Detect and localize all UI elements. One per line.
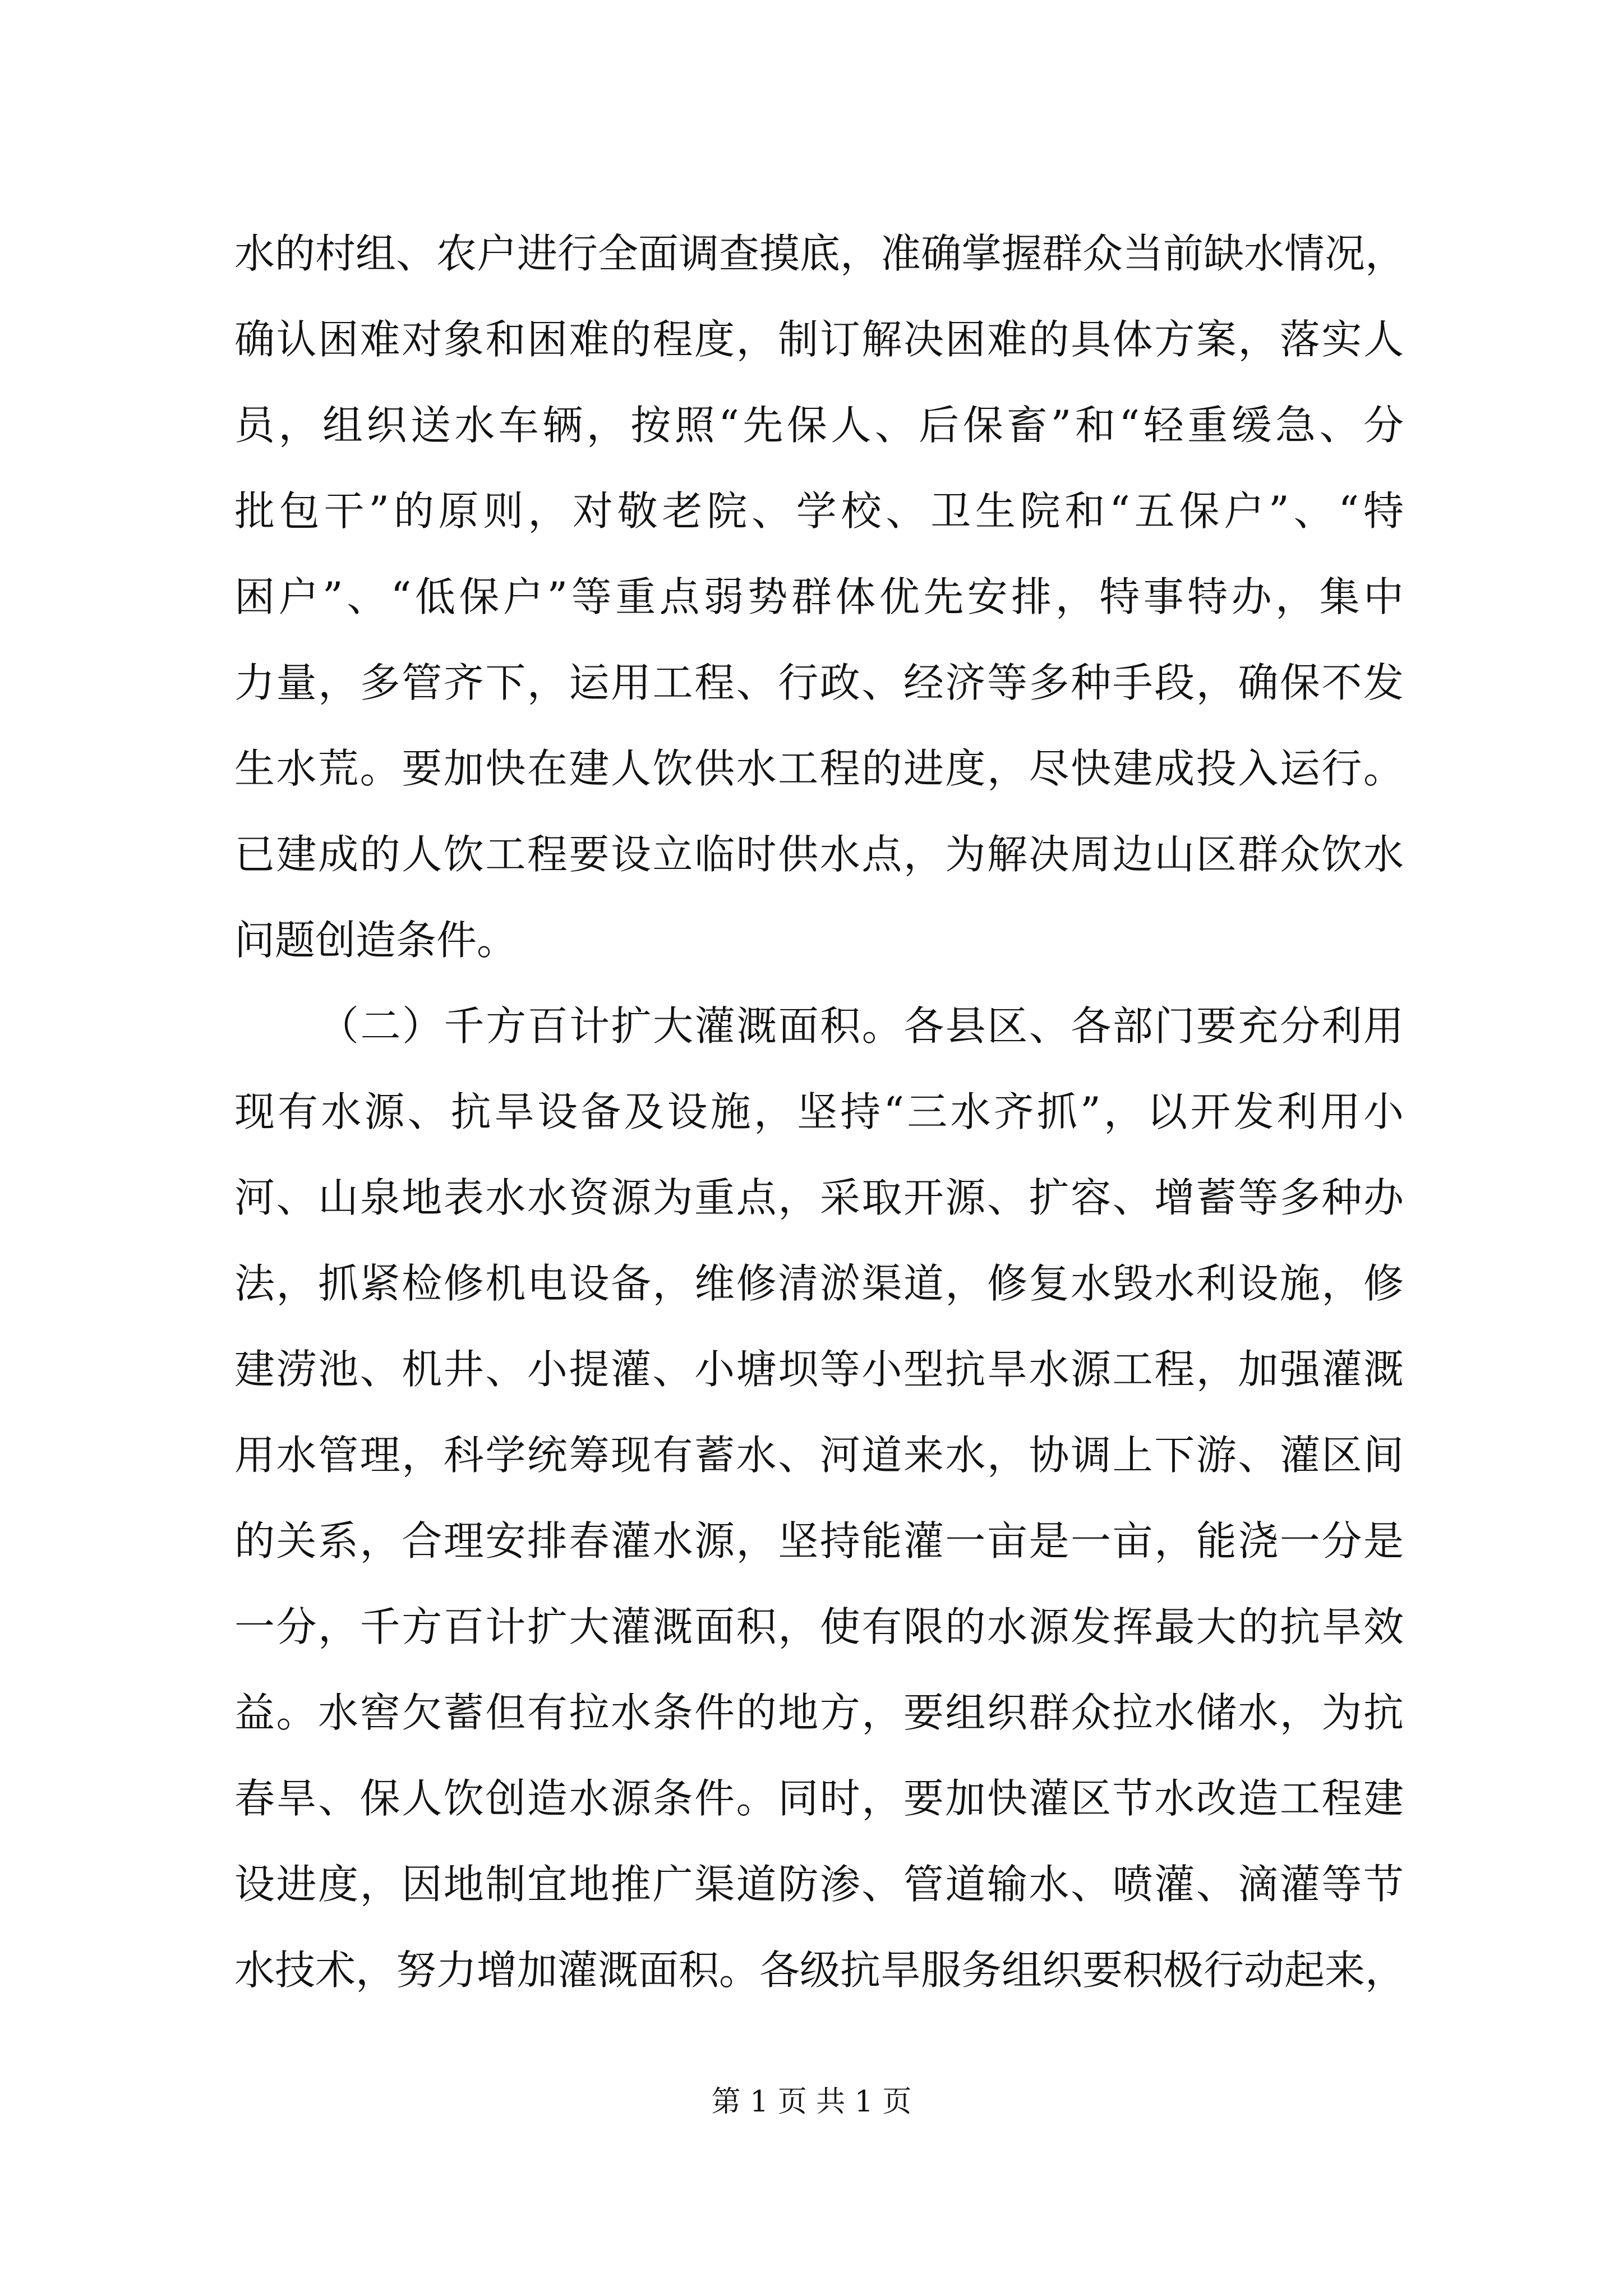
- paragraph-1-line-7: 生水荒。要加快在建人饮供水工程的进度，尽快建成投入运行。: [234, 745, 1404, 792]
- paragraph-2-line-3: 河、山泉地表水水资源为重点，采取开源、扩容、增蓄等多种办: [234, 1174, 1404, 1221]
- paragraph-1-line-8: 已建成的人饮工程要设立临时供水点，为解决周边山区群众饮水: [234, 831, 1404, 878]
- paragraph-2-line-6: 用水管理，科学统筹现有蓄水、河道来水，协调上下游、灌区间: [234, 1432, 1404, 1479]
- paragraph-1-line-9: 问题创造条件。: [234, 917, 518, 964]
- paragraph-2-line-10: 春旱、保人饮创造水源条件。同时，要加快灌区节水改造工程建: [234, 1775, 1404, 1822]
- paragraph-1-line-1: 水的村组、农户进行全面调查摸底，准确掌握群众当前缺水情况，: [234, 230, 1406, 277]
- paragraph-1-line-4: 批包干”的原则，对敬老院、学校、卫生院和“五保户”、“特: [234, 487, 1404, 535]
- paragraph-2-line-12: 水技术，努力增加灌溉面积。各级抗旱服务组织要积极行动起来，: [234, 1947, 1406, 1994]
- paragraph-1-line-6: 力量，多管齐下，运用工程、行政、经济等多种手段，确保不发: [234, 659, 1404, 706]
- paragraph-1-line-3: 员，组织送水车辆，按照“先保人、后保畜”和“轻重缓急、分: [234, 402, 1404, 449]
- paragraph-1-line-2: 确认困难对象和困难的程度，制订解决困难的具体方案，落实人: [234, 316, 1404, 363]
- paragraph-2-line-8: 一分，千方百计扩大灌溉面积，使有限的水源发挥最大的抗旱效: [234, 1603, 1404, 1650]
- body-text: [234, 211, 1404, 2013]
- paragraph-1-line-5: 困户”、“低保户”等重点弱势群体优先安排，特事特办，集中: [234, 573, 1404, 620]
- paragraph-2-line-7: 的关系，合理安排春灌水源，坚持能灌一亩是一亩，能浇一分是: [234, 1517, 1404, 1565]
- paragraph-2-line-2: 现有水源、抗旱设备及设施，坚持“三水齐抓”，以开发利用小: [234, 1088, 1404, 1135]
- paragraph-2-line-4: 法，抓紧检修机电设备，维修清淤渠道，修复水毁水利设施，修: [234, 1260, 1404, 1307]
- paragraph-2-line-9: 益。水窖欠蓄但有拉水条件的地方，要组织群众拉水储水，为抗: [234, 1689, 1404, 1736]
- paragraph-2-line-1: （二）千方百计扩大灌溉面积。各县区、各部门要充分利用: [319, 1002, 1404, 1050]
- page-footer: 第 1 页 共 1 页: [711, 2085, 912, 2119]
- paragraph-2-line-11: 设进度，因地制宜地推广渠道防渗、管道输水、喷灌、滴灌等节: [234, 1861, 1404, 1908]
- paragraph-2-line-5: 建涝池、机井、小提灌、小塘坝等小型抗旱水源工程，加强灌溉: [234, 1346, 1404, 1393]
